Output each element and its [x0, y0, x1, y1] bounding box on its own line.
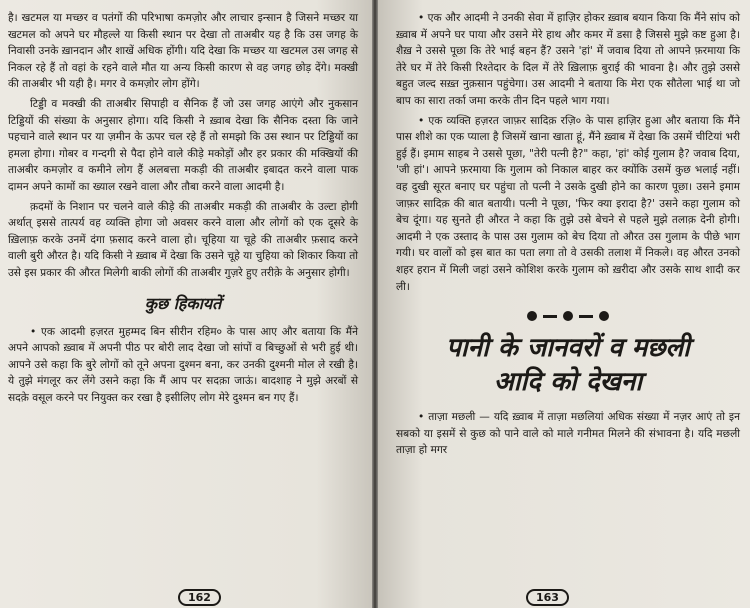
- page-number: 162: [178, 589, 221, 606]
- divider-dot: [527, 311, 537, 321]
- story-paragraph: • एक आदमी हज़रत मुहम्मद बिन सीरीन रहिम० के पास आए और बताया कि मैंने अपने आपको ख़्वाब में अपनी पीठ पर बोरी लाद देखा जो सांपों व बिच्छुओं से भरी हुई थी। आपने उसे कहा कि बुरे लोगों को तूने अपना दुश्मन बना, कर उनकी दुश्मनी मोल ले रखी है। ये तुझे मंगलूर कर लेंगे उसने कहा कि मैं आप पर सदक़ा जाऊं। बादशाह ने मुझे अरबों से सदक़े वसूल करने पर नियुक्त कर रखा है इसीलिए लोग मेरे दुश्मन बन गए हैं।: [8, 325, 358, 404]
- section-heading: कुछ हिकायतें: [144, 293, 222, 313]
- divider-dash: [543, 315, 557, 318]
- chapter-heading: [396, 331, 740, 399]
- body-paragraph: है। खटमल या मच्छर व पतंगों की परिभाषा कमज़ोर और लाचार इन्सान है जिसने मच्छर या खटमल को अपने घर मौहल्ले या किसी स्थान पर देखा तो ताअबीर यह है कि उस जगह के निवासी उनके ख़ानदान और शाखें अधिक होंगी। यदि देखा कि मच्छर या खटमल उस जगह से निकल रहे हैं तो वहां के रहने वाले मौत या अन्य किसी कारण से वह जगह छोड़ देंगे। मक्खी की ताअबीर भी यही है। मगर वे कमज़ोर लोग होंगे।: [8, 12, 358, 91]
- divider-dot: [599, 311, 609, 321]
- chapter-heading-line-1: पानी के जानवरों व मछली: [446, 333, 690, 364]
- chapter-heading-line-2: आदि को देखना: [493, 367, 643, 398]
- body-paragraph: • ताज़ा मछली — यदि ख़्वाब में ताज़ा मछलियां अधिक संख्या में नज़र आएं तो इन सबको या इसमें से कुछ को पाने वाले को माले गनीमत मिलने की संभावना है। यदि मछली ताज़ा हो मगर: [396, 411, 740, 457]
- body-paragraph: क़दमों के निशान पर चलने वाले कीड़े की ताअबीर मकड़ी की ताअबीर के उल्टा होगी अर्थात् इससे तात्पर्य वह व्यक्ति होगा जो अवसर करने वाला और लोगों को एक दूसरे के ख़िलाफ़ करके उनमें दंगा फ़साद करने वाला हो। चूहिया या चूहे की ताअबीर फ़साद करने वाली बुरी औरत है। यदि किसी ने ख़्वाब में देखा कि उसने चूहे या चुहिया को शिकार किया तो उसे इस प्रकार की औरत मिलेगी बाकी लोगों की ताअबीर गुज़रे हुए तरीक़े के अनुसार होगी।: [8, 200, 358, 279]
- story-paragraph: • एक और आदमी ने उनकी सेवा में हाज़िर होकर ख़्वाब बयान किया कि मैंने सांप को ख़्वाब में अपने घर पाया और उसने मेरे हाथ और कमर में डसा है जिससे मुझे कष्ट हुआ है। शैख़ ने उससे पूछा कि तेरे भाई बहन हैं? उसने 'हां' में जवाब दिया तो आपने फ़रमाया कि तेरे घर में तेरे किसी रिश्तेदार के दिल में तेरे ख़िलाफ़ बुराई की भावना है। और तुझे उससे बहुत जल्द सख़्त नुक़सान पहुंचेगा। उस आदमी ने बताया कि मेरा एक सौतेला भाई था जो बाप का सारा तर्का जमा करके तीन दिन पहले भाग गया।: [396, 12, 740, 107]
- divider-dot: [563, 311, 573, 321]
- left-page: [0, 0, 372, 608]
- right-page: [378, 0, 750, 608]
- divider-dash: [579, 315, 593, 318]
- page-number: 163: [526, 589, 569, 606]
- story-paragraph: • एक व्यक्ति हज़रत जाफ़र सादिक़ रज़ि० के पास हाज़िर हुआ और बताया कि मैंने पास शीशे का एक प्याला है जिसमें खाना खाता हूं, मैंने ख़्वाब में देखा कि उसमें चीटियां भरी हुई हैं। इमाम साहब ने उससे पूछा, "तेरी पत्नी है?" कहा, 'हां' कोई गुलाम है? जवाब दिया, 'जी हां'। आपने फ़रमाया कि गुलाम को निकाल बाहर कर क्योंकि उसमें कुछ भलाई नहीं। वह दुखी सूरत बनाए घर पहुंचा तो पत्नी ने उसके दुखी होने का कारण पूछा। उसने इमाम जाफ़र सादिक़ की बात बतायी। पत्नी ने पूछा, 'फिर क्या इरादा है?' उसने कहा गुलाम को बेच दूंगा। यह सुनते ही औरत ने कहा कि तुझे उसे बेचने से पहले मुझे तलाक़ देनी होगी। आदमी ने एक उस्ताद के पास उस गुलाम को बेच दिया तो औरत उस गुलाम के पीछे भाग गयी। घर वालों को इस बात का पता लगा तो वे उसकी तलाश में निकले। वह औरत उनको शहर हरान में मिली जहां उसने कोशिश करके गुलाम को ख़रीदा और उसके साथ शादी कर ली।: [396, 114, 740, 293]
- body-paragraph: टिड्डी व मक्खी की ताअबीर सिपाही व सैनिक हैं जो उस जगह आएंगे और नुकसान टिड्डियों की संख्या के अनुसार होगा। यदि किसी ने ख़्वाब देखा कि सैनिक दस्ता कि जाने पहचाने वाले स्थान पर या ज़मीन के ऊपर चल रहे हैं तो समझो कि उस स्थान पर टिड्डियों का हमला होगा। गोबर व गन्दगी से पैदा होने वाले कीड़े मकोड़ों और हर प्रकार की मक्खियों की ताअबीर कमज़ोर व कमीने लोग हैं अलबत्ता मकड़ी की ताअबीर इबादत करने वाला पाक दामन अपने कामों का ख्याल रखने वाला और तौबा करने वाला आदमी है।: [8, 97, 358, 193]
- ornament-divider: [396, 311, 740, 321]
